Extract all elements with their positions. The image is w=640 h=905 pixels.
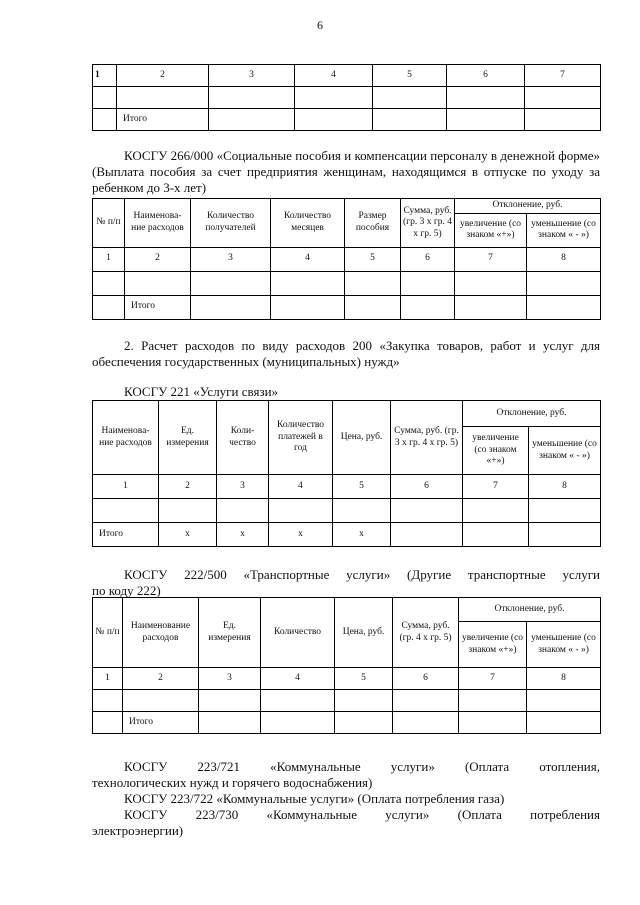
kosgu-221-block (92, 384, 600, 400)
header-cell-deviation: Отклонение, руб. (463, 401, 601, 427)
table-2-number-row (93, 247, 601, 271)
header-cell: Количество месяцев (271, 199, 345, 248)
header-cell: Ед. измерения (199, 598, 261, 668)
table-cell (527, 690, 601, 712)
table-cell: х (269, 523, 333, 547)
kosgu-266-block (92, 148, 600, 196)
table-cell: х (217, 523, 269, 547)
col-num: 1 (93, 247, 125, 271)
table-cell (295, 109, 373, 131)
header-cell: увеличение (со знаком «+») (459, 622, 527, 668)
table-cell (199, 690, 261, 712)
table-cell (459, 712, 527, 734)
table-cell (93, 109, 117, 131)
table-cell (401, 295, 455, 319)
header-cell: уменьшение (со знаком « - ») (527, 213, 601, 247)
table-1-col-num: 3 (209, 65, 295, 87)
header-cell: Наименова-ние расходов (93, 401, 159, 475)
table-cell (525, 87, 601, 109)
table-cell (199, 712, 261, 734)
table-2-empty-row (93, 271, 601, 295)
table-4-number-row (93, 668, 601, 690)
col-num: 3 (191, 247, 271, 271)
kosgu-223-block (92, 759, 600, 839)
col-num: 4 (269, 475, 333, 499)
table-1-col-num: 4 (295, 65, 373, 87)
col-num: 1 (93, 475, 159, 499)
col-num: 2 (159, 475, 217, 499)
table-3-total-row (93, 523, 601, 547)
table-cell (345, 271, 401, 295)
table-cell (527, 712, 601, 734)
col-num: 3 (199, 668, 261, 690)
table-cell (295, 87, 373, 109)
table-cell (191, 295, 271, 319)
table-cell: х (333, 523, 391, 547)
table-cell (459, 690, 527, 712)
table-cell (335, 690, 393, 712)
table-cell (217, 499, 269, 523)
col-num: 8 (529, 475, 601, 499)
table-cell (527, 271, 601, 295)
table-cell (93, 295, 125, 319)
kosgu-223-721-line-1: КОСГУ 223/721 «Коммунальные услуги» (Оплата отопления, (124, 759, 600, 774)
table-cell (373, 87, 447, 109)
table-1-total-label: Итого (117, 109, 209, 131)
header-cell: Цена, руб. (335, 598, 393, 668)
table-cell (335, 712, 393, 734)
table-cell (209, 87, 295, 109)
kosgu-222-line-2: по коду 222) (92, 583, 161, 598)
header-cell: Количество платежей в год (269, 401, 333, 475)
col-num: 4 (261, 668, 335, 690)
table-cell (447, 87, 525, 109)
table-1-col-num: 5 (373, 65, 447, 87)
header-cell-deviation: Отклонение, руб. (455, 199, 601, 214)
header-cell: Количество (261, 598, 335, 668)
table-4-header-row (93, 598, 601, 622)
col-num: 2 (125, 247, 191, 271)
table-cell (447, 109, 525, 131)
col-num: 3 (217, 475, 269, 499)
header-cell: увеличение (со знаком «+») (455, 213, 527, 247)
table-cell (209, 109, 295, 131)
table-cell (525, 109, 601, 131)
kosgu-222-line-1: КОСГУ 222/500 «Транспортные услуги» (Другие транспортные услуги (124, 567, 600, 582)
col-num: 7 (455, 247, 527, 271)
header-cell: № п/п (93, 199, 125, 248)
table-3-header-row (93, 401, 601, 427)
table-3-number-row (93, 475, 601, 499)
kosgu-222-block (92, 567, 600, 599)
table-cell (93, 271, 125, 295)
table-4-total-row (93, 712, 601, 734)
header-cell: Размер пособия (345, 199, 401, 248)
header-cell-deviation: Отклонение, руб. (459, 598, 601, 622)
header-cell: Сумма, руб. (гр. 3 х гр. 4 х гр. 5) (391, 401, 463, 475)
table-cell (529, 499, 601, 523)
table-cell (373, 109, 447, 131)
table-cell (345, 295, 401, 319)
header-cell: Наименова-ние расходов (125, 199, 191, 248)
table-2 (92, 198, 601, 320)
table-cell (391, 499, 463, 523)
col-num: 5 (335, 668, 393, 690)
col-num: 6 (393, 668, 459, 690)
header-cell: Количество получателей (191, 199, 271, 248)
table-cell (401, 271, 455, 295)
col-num: 2 (123, 668, 199, 690)
kosgu-221-caption: КОСГУ 221 «Услуги связи» (124, 384, 279, 399)
col-num: 8 (527, 668, 601, 690)
header-cell: Сумма, руб. (гр. 4 х гр. 5) (393, 598, 459, 668)
header-cell: Наименование расходов (123, 598, 199, 668)
table-1-empty-row (93, 87, 601, 109)
table-cell (393, 690, 459, 712)
table-cell (93, 499, 159, 523)
col-num: 7 (463, 475, 529, 499)
col-num: 6 (401, 247, 455, 271)
header-cell: уменьшение (со знаком « - ») (527, 622, 601, 668)
table-4-total-label: Итого (123, 712, 199, 734)
table-1-number-row (93, 65, 601, 87)
header-cell: Ед. измерения (159, 401, 217, 475)
kosgu-223-730-line-1: КОСГУ 223/730 «Коммунальные услуги» (Оплата потребления (124, 807, 600, 822)
table-cell (527, 295, 601, 319)
table-cell (123, 690, 199, 712)
table-cell (125, 271, 191, 295)
table-cell (463, 499, 529, 523)
table-4 (92, 597, 601, 734)
table-cell: х (159, 523, 217, 547)
table-cell (463, 523, 529, 547)
section-2-text: 2. Расчет расходов по виду расходов 200 «Закупка товаров, работ и услуг для обеспечения государственных (муниципальных) нужд» (92, 338, 600, 369)
table-4-empty-row (93, 690, 601, 712)
table-cell (93, 690, 123, 712)
kosgu-223-721-line-2: технологических нужд и горячего водоснабжения) (92, 775, 373, 790)
table-cell (93, 712, 123, 734)
table-cell (271, 271, 345, 295)
table-1-col-num: 2 (117, 65, 209, 87)
col-num: 8 (527, 247, 601, 271)
table-cell (93, 87, 117, 109)
table-cell (261, 690, 335, 712)
table-1-col-num: 6 (447, 65, 525, 87)
header-cell: Коли-чество (217, 401, 269, 475)
header-cell: Цена, руб. (333, 401, 391, 475)
table-1-col-num: 7 (525, 65, 601, 87)
col-num: 5 (345, 247, 401, 271)
col-num: 1 (93, 668, 123, 690)
col-num: 7 (459, 668, 527, 690)
header-cell: № п/п (93, 598, 123, 668)
table-cell (269, 499, 333, 523)
table-cell (393, 712, 459, 734)
header-cell: Сумма, руб. (гр. 3 х гр. 4 х гр. 5) (401, 199, 455, 248)
col-num: 4 (271, 247, 345, 271)
header-cell: уменьшение (со знаком « - ») (529, 427, 601, 475)
kosgu-223-722-line: КОСГУ 223/722 «Коммунальные услуги» (Оплата потребления газа) (124, 791, 505, 806)
table-cell (455, 271, 527, 295)
table-cell (159, 499, 217, 523)
table-cell (271, 295, 345, 319)
table-cell (261, 712, 335, 734)
page-number: 6 (317, 18, 323, 32)
table-2-total-row (93, 295, 601, 319)
table-cell (191, 271, 271, 295)
table-3-empty-row (93, 499, 601, 523)
section-2-block (92, 338, 600, 370)
table-cell (333, 499, 391, 523)
col-num: 5 (333, 475, 391, 499)
table-1 (92, 64, 601, 131)
table-cell (455, 295, 527, 319)
table-cell (391, 523, 463, 547)
table-cell (117, 87, 209, 109)
table-2-header-row (93, 199, 601, 214)
table-2-total-label: Итого (125, 295, 191, 319)
table-1-col-num: 1 (93, 65, 117, 87)
table-3 (92, 400, 601, 547)
table-cell (529, 523, 601, 547)
kosgu-266-text: КОСГУ 266/000 «Социальные пособия и компенсации персоналу в денежной форме» (Выплата пособия за счет предприятия женщинам, находящимся в отпуске по уходу за ребенком до 3-х лет) (92, 148, 600, 195)
header-cell: увеличение (со знаком «+») (463, 427, 529, 475)
col-num: 6 (391, 475, 463, 499)
table-1-total-row (93, 109, 601, 131)
kosgu-223-730-line-2: электроэнергии) (92, 823, 184, 838)
table-3-total-label: Итого (93, 523, 159, 547)
